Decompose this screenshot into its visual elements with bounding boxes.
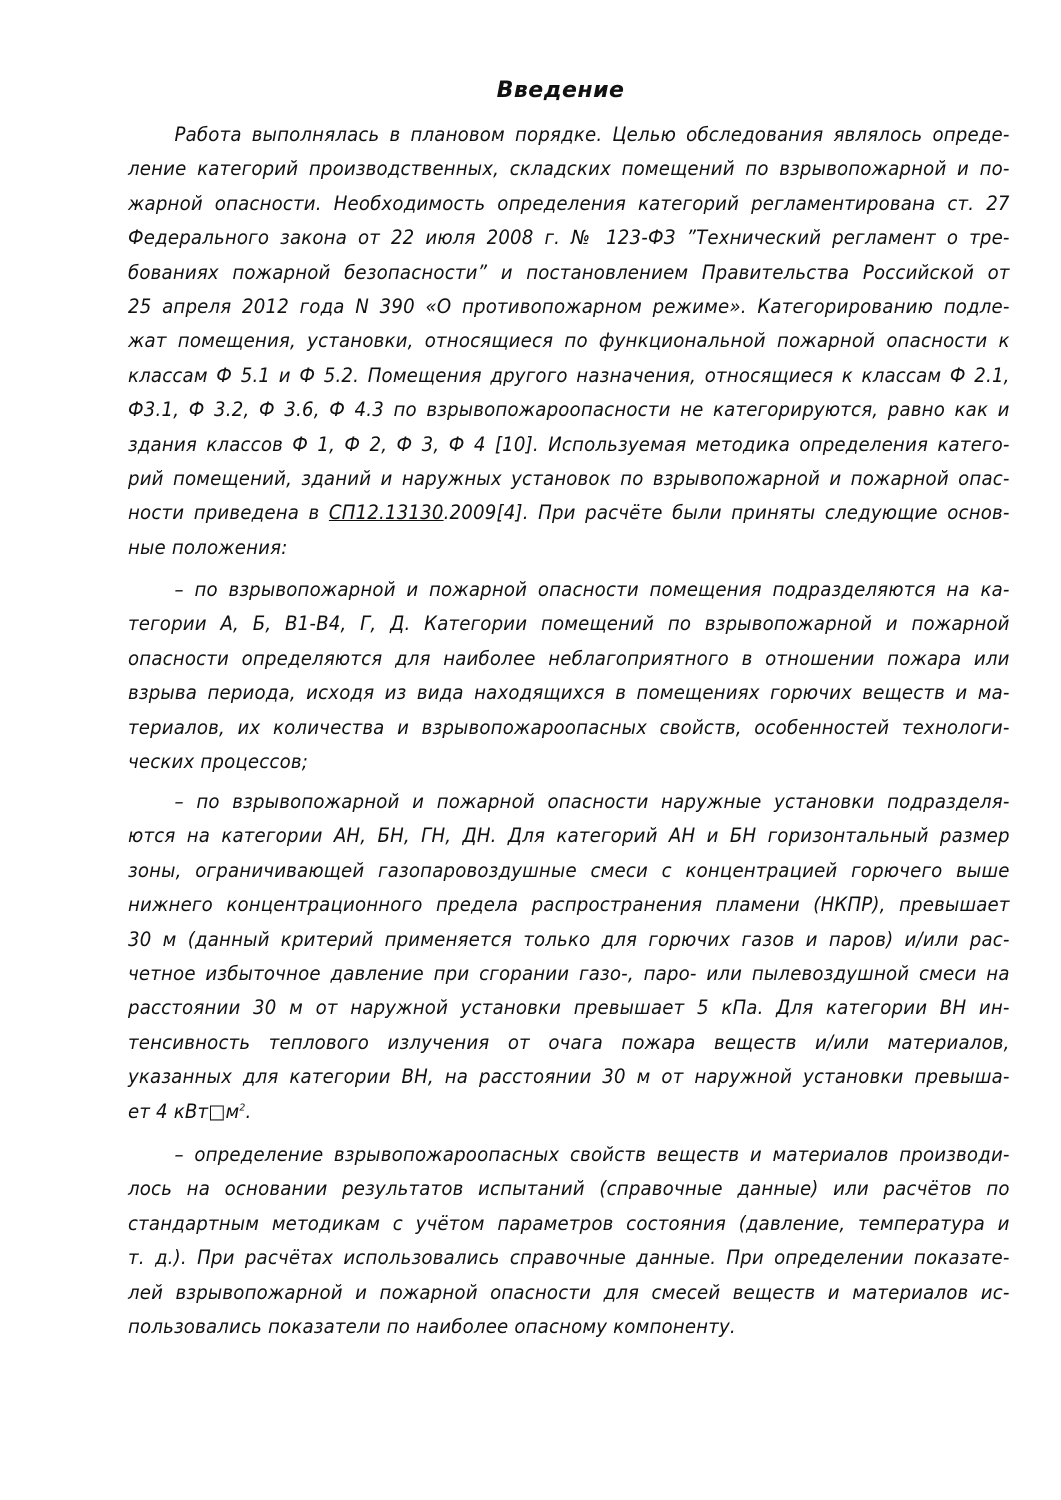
text-line: зоны, ограничивающей газопаровоздушные смеси с концентрацией горючего выше — [128, 858, 1010, 882]
paragraph-bullet-properties — [128, 1138, 1010, 1344]
text-line: здания классов Ф 1, Ф 2, Ф 3, Ф 4 [10]. Используемая методика определения катего- — [128, 432, 1010, 456]
text-line: Работа выполнялась в плановом порядке. Целью обследования являлось опреде- — [174, 123, 1010, 146]
text-line: – определение взрывопожароопасных свойств веществ и материалов производи- — [174, 1143, 1010, 1166]
text-line: – по взрывопожарной и пожарной опасности наружные установки подразделя- — [174, 790, 1010, 813]
text-span: ные положения: — [128, 535, 288, 559]
text-span: ности приведена в — [128, 501, 329, 525]
paragraph-bullet-outdoor — [128, 785, 1010, 1129]
text-line: лось на основании результатов испытаний (справочные данные) или расчётов по — [128, 1177, 1010, 1201]
text-line: териалов, их количества и взрывопожароопасных свойств, особенностей технологи- — [128, 715, 1010, 739]
text-line: нижнего концентрационного предела распространения пламени (НКПР), превышает — [128, 893, 1010, 917]
text-line: четное избыточное давление при сгорании газо-, паро- или пылевоздушной смеси на — [128, 961, 1010, 985]
text-line: жарной опасности. Необходимость определения категорий регламентирована ст. 27 — [128, 191, 1010, 215]
text-line: Федерального закона от 22 июля 2008 г. № 123-ФЗ ”Технический регламент о тре- — [128, 226, 1010, 250]
text-line: бованиях пожарной безопасности” и постановлением Правительства Российской от — [128, 260, 1010, 284]
text-span: .2009[4]. При расчёте были приняты следующие основ- — [443, 501, 1010, 525]
text-line: тенсивность теплового излучения от очага пожара веществ и/или материалов, — [128, 1030, 1010, 1054]
text-line-with-reference — [128, 496, 1010, 530]
text-line: указанных для категории ВН, на расстоянии 30 м от наружной установки превыша- — [128, 1065, 1010, 1089]
text-line — [128, 1095, 1010, 1129]
text-line: рий помещений, зданий и наружных установок по взрывопожарной и пожарной опас- — [128, 466, 1010, 490]
text-line: классам Ф 5.1 и Ф 5.2. Помещения другого назначения, относящиеся к классам Ф 2.1, — [128, 363, 1010, 387]
text-line: опасности определяются для наиболее неблагоприятного в отношении пожара или — [128, 646, 1010, 670]
text-line: – по взрывопожарной и пожарной опасности помещения подразделяются на ка- — [174, 578, 1010, 601]
standard-reference-link[interactable]: СП12.13130 — [328, 501, 444, 525]
text-line — [128, 531, 1010, 565]
text-line: расстоянии 30 м от наружной установки превышает 5 кПа. Для категории ВН ин- — [128, 996, 1010, 1020]
text-line: тегории А, Б, В1-В4, Г, Д. Категории помещений по взрывопожарной и пожарной — [128, 612, 1010, 636]
paragraph-bullet-rooms — [128, 573, 1010, 779]
text-line: 25 апреля 2012 года N 390 «О противопожарном режиме». Категорированию подле- — [128, 294, 1010, 318]
text-line: 30 м (данный критерий применяется только для горючих газов и паров) и/или рас- — [128, 927, 1010, 951]
text-line: ление категорий производственных, складских помещений по взрывопожарной и по- — [128, 157, 1010, 181]
section-title: Введение — [496, 78, 625, 103]
text-line: лей взрывопожарной и пожарной опасности для смесей веществ и материалов ис- — [128, 1280, 1010, 1304]
text-span: ет 4 кВт□м — [128, 1099, 240, 1123]
text-line: взрыва периода, исходя из вида находящихся в помещениях горючих веществ и ма- — [128, 681, 1010, 705]
text-line: т. д.). При расчётах использовались справочные данные. При определении показате- — [128, 1246, 1010, 1270]
text-line: жат помещения, установки, относящиеся по функциональной пожарной опасности к — [128, 329, 1010, 353]
text-line: ческих процессов; — [128, 749, 309, 773]
text-span: . — [245, 1099, 252, 1123]
superscript: 2 — [239, 1102, 246, 1114]
paragraph-intro — [128, 118, 1010, 565]
text-line: Ф3.1, Ф 3.2, Ф 3.6, Ф 4.3 по взрывопожароопасности не категорируются, равно как и — [128, 398, 1010, 422]
text-line: ются на категории АН, БН, ГН, ДН. Для категорий АН и БН горизонтальный размер — [128, 824, 1010, 848]
text-line: стандартным методикам с учётом параметров состояния (давление, температура и — [128, 1211, 1010, 1235]
text-line: пользовались показатели по наиболее опасному компоненту. — [128, 1314, 736, 1338]
